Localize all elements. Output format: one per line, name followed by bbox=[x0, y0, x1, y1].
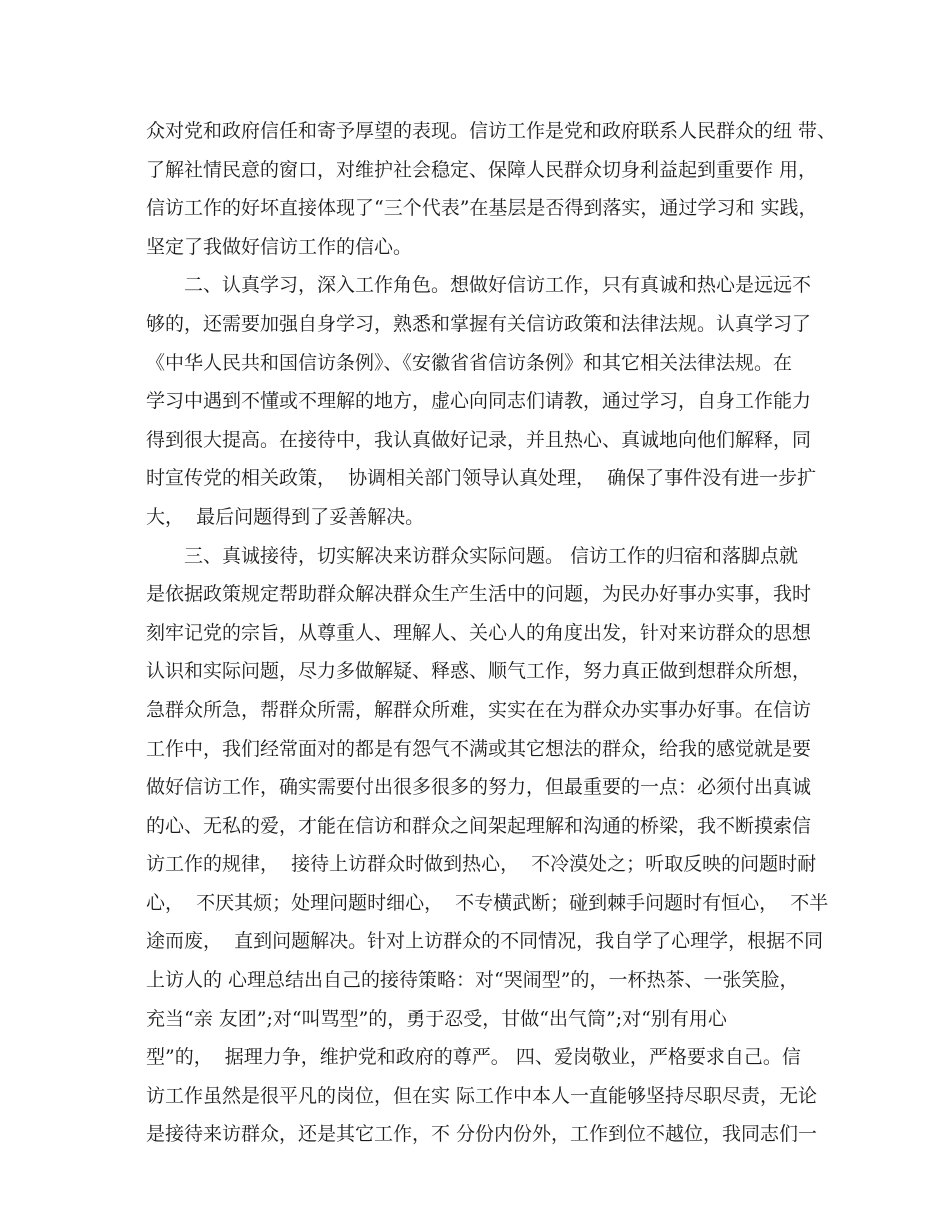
text-line: 信访工作的好坏直接体现了“三个代表”在基层是否得到落实，通过学习和 实践， bbox=[146, 197, 818, 220]
text-line: 坚定了我做好信访工作的信心。 bbox=[146, 235, 413, 258]
body-text bbox=[146, 112, 837, 1154]
text-line: 刻牢记党的宗旨，从尊重人、理解人、关心人的角度出发，针对来访群众的思想 bbox=[146, 621, 812, 644]
text-line: 的心、无私的爱，才能在信访和群众之间架起理解和沟通的桥梁，我不断摸索信 bbox=[146, 814, 812, 837]
text-line: 型”的， 据理力争，维护党和政府的尊严。 四、爱岗敬业，严格要求自己。信 bbox=[146, 1046, 801, 1069]
text-line: 工作中，我们经常面对的都是有怨气不满或其它想法的群众，给我的感觉就是要 bbox=[146, 737, 812, 760]
text-line: 充当“亲 友团”;对“叫骂型”的，勇于忍受，甘做“出气筒”;对“别有用心 bbox=[146, 1007, 727, 1030]
text-line: 够的，还需要加强自身学习，熟悉和掌握有关信访政策和法律法规。认真学习了 bbox=[146, 312, 812, 335]
text-line: 二、认真学习，深入工作角色。想做好信访工作，只有真诚和热心是远远不 bbox=[184, 274, 812, 297]
text-line: 是依据政策规定帮助群众解决群众生产生活中的问题，为民办好事办实事，我时 bbox=[146, 583, 812, 606]
text-line: 众对党和政府信任和寄予厚望的表现。信访工作是党和政府联系人民群众的纽 带、 bbox=[146, 120, 837, 142]
text-line: 得到很大提高。在接待中，我认真做好记录，并且热心、真诚地向他们解释，同 bbox=[146, 428, 812, 451]
text-line: 了解社情民意的窗口，对维护社会稳定、保障人民群众切身利益起到重要作 用， bbox=[146, 158, 818, 181]
text-line: 学习中遇到不懂或不理解的地方，虚心向同志们请教，通过学习，自身工作能力 bbox=[146, 390, 812, 413]
text-line: 是接待来访群众，还是其它工作，不 分份内份外，工作到位不越位，我同志们一 bbox=[146, 1123, 818, 1146]
text-line: 三、真诚接待，切实解决来访群众实际问题。 信访工作的归宿和落脚点就 bbox=[184, 544, 799, 567]
text-line: 时宣传党的相关政策， 协调相关部门领导认真处理， 确保了事件没有进一步扩 bbox=[146, 467, 817, 490]
text-line: 访工作虽然是很平凡的岗位，但在实 际工作中本人一直能够坚持尽职尽责，无论 bbox=[146, 1084, 818, 1107]
text-line: 大， 最后问题得到了妥善解决。 bbox=[146, 505, 425, 528]
text-line: 上访人的 心理总结出自己的接待策略：对“哭闹型”的，一杯热茶、一张笑脸， bbox=[146, 969, 799, 992]
text-line: 急群众所急，帮群众所需，解群众所难，实实在在为群众办实事办好事。在信访 bbox=[146, 698, 812, 721]
text-line: 做好信访工作，确实需要付出很多很多的努力，但最重要的一点：必须付出真诚 bbox=[146, 776, 812, 799]
text-line: 访工作的规律， 接待上访群众时做到热心， 不冷漠处之；听取反映的问题时耐 bbox=[146, 853, 817, 876]
text-line: 途而废， 直到问题解决。针对上访群众的不同情况，我自学了心理学，根据不同 bbox=[146, 930, 824, 953]
text-line: 认识和实际问题，尽力多做解疑、释惑、顺气工作，努力真正做到想群众所想， bbox=[146, 660, 812, 683]
text-line: 《中华人民共和国信访条例》、《安徽省省信访条例》和其它相关法律法规。在 bbox=[146, 351, 793, 374]
text-line: 心， 不厌其烦；处理问题时细心， 不专横武断；碰到棘手问题时有恒心， 不半 bbox=[146, 891, 829, 914]
